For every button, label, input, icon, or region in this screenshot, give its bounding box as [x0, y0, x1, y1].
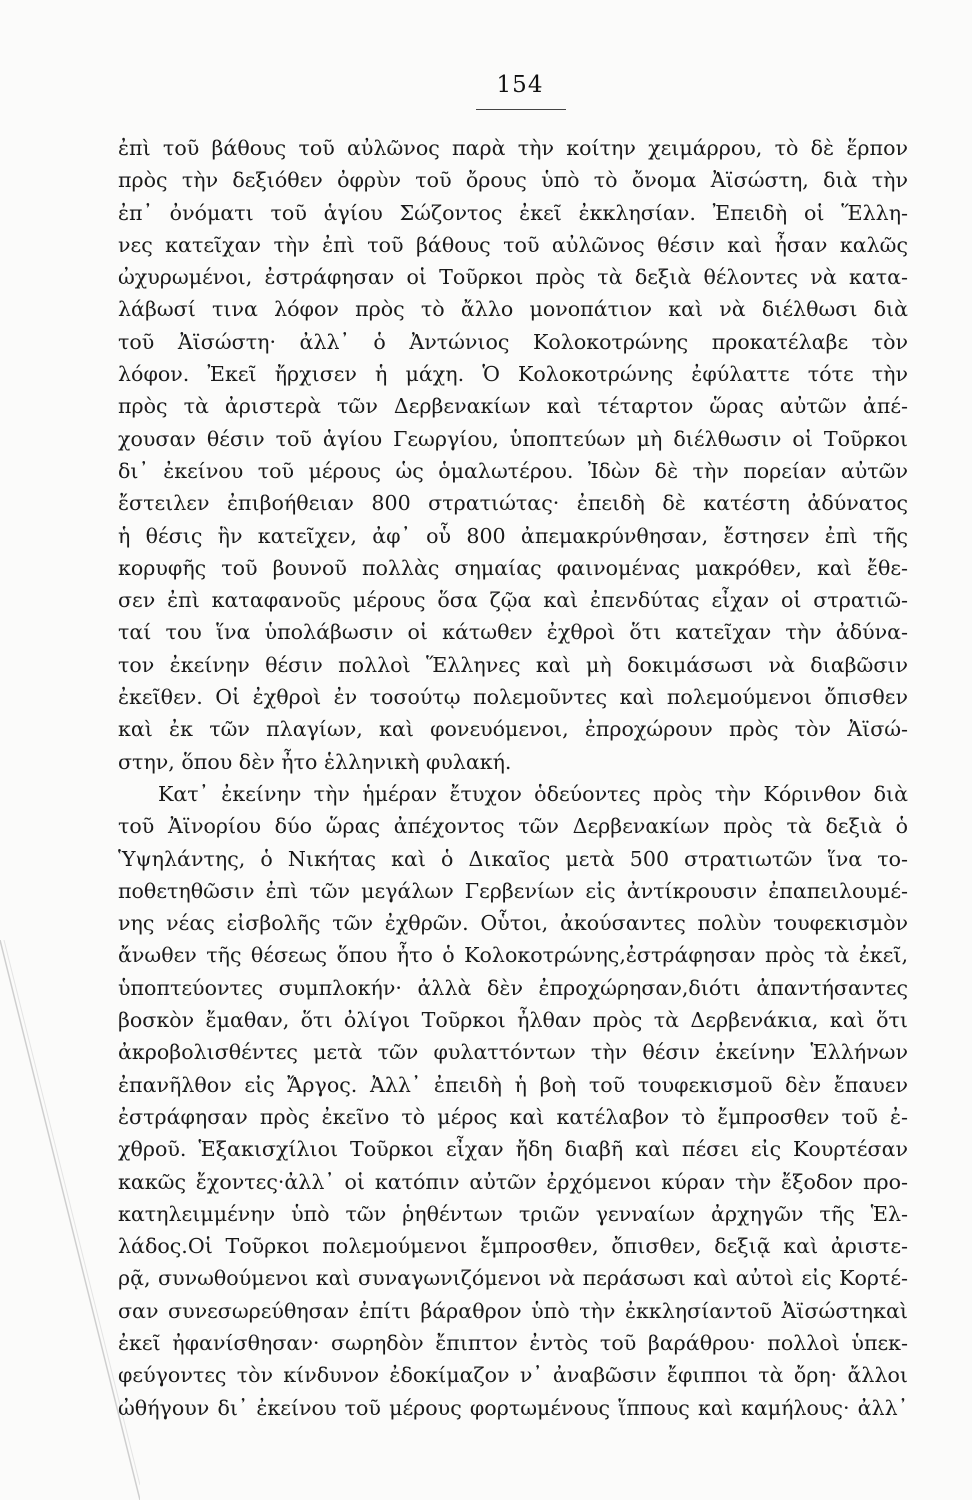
text-line: ἡ θέσις ἣν κατεῖχεν, ἀφ᾽ οὗ 800 ἀπεμακρύνθησαν, ἔστησεν ἐπὶ τῆς: [118, 523, 908, 548]
text-line: ἐπὶ τοῦ βάθους τοῦ αὐλῶνος παρὰ τὴν κοίτην χειμάρρου, τὸ δὲ ἕρπον: [118, 136, 908, 160]
text-line: ἐκεῖθεν. Οἱ ἐχθροὶ ἐν τοσούτῳ πολεμοῦντες καὶ πολεμούμενοι ὄπισθεν: [118, 685, 908, 710]
page-number-container: [470, 72, 570, 98]
body-text: [118, 132, 908, 1424]
page-number: 154: [496, 72, 544, 98]
text-line: χουσαν θέσιν τοῦ ἁγίου Γεωργίου, ὑποπτεύων μὴ διέλθωσιν οἱ Τοῦρκοι: [118, 426, 908, 451]
text-line: ἐστράφησαν πρὸς ἐκεῖνο τὸ μέρος καὶ κατέλαβον τὸ ἔμπροσθεν τοῦ ἐ-: [118, 1104, 908, 1129]
text-line: λόφον. Ἐκεῖ ἤρχισεν ἡ μάχη. Ὁ Κολοκοτρώνης ἐφύλαττε τότε τὴν: [118, 362, 908, 387]
text-line: ὑποπτεύοντες συμπλοκήν· ἀλλὰ δὲν ἐπροχώρησαν,διότι ἀπαντήσαντες: [118, 975, 908, 1000]
text-line: ὠχυρωμένοι, ἐστράφησαν οἱ Τοῦρκοι πρὸς τὰ δεξιὰ θέλοντες νὰ κατα-: [118, 265, 908, 290]
text-line: φεύγοντες τὸν κίνδυνον ἐδοκίμαζον ν᾽ ἀναβῶσιν ἔφιπποι τὰ ὄρη· ἄλλοι: [118, 1363, 908, 1388]
text-line: στην, ὅπου δὲν ἦτο ἑλληνικὴ φυλακή.: [118, 749, 512, 774]
text-line: κακῶς ἔχοντες·ἀλλ᾽ οἱ κατόπιν αὐτῶν ἐρχόμενοι κύραν τὴν ἔξοδον προ-: [118, 1169, 908, 1194]
text-line: ἐκεῖ ἠφανίσθησαν· σωρηδὸν ἔπιπτον ἐντὸς τοῦ βαράθρου· πολλοὶ ὑπεκ-: [118, 1330, 908, 1355]
text-line: βοσκὸν ἔμαθαν, ὅτι ὀλίγοι Τοῦρκοι ἦλθαν πρὸς τὰ Δερβενάκια, καὶ ὅτι: [118, 1008, 908, 1033]
text-line: νης νέας εἰσβολῆς τῶν ἐχθρῶν. Οὗτοι, ἀκούσαντες πολὺν τουφεκισμὸν: [118, 911, 908, 936]
text-line: χθροῦ. Ἑξακισχίλιοι Τοῦρκοι εἶχαν ἤδη διαβῆ καὶ πέσει εἰς Κουρτέσαν: [118, 1137, 908, 1162]
text-line: πρὸς τὴν δεξιόθεν ὀφρὺν τοῦ ὄρους ὑπὸ τὸ ὄνομα Ἀϊσώστη, διὰ τὴν: [118, 168, 908, 193]
text-line: τοῦ Ἀϊσώστη· ἀλλ᾽ ὁ Ἀντώνιος Κολοκοτρώνης προκατέλαβε τὸν: [118, 329, 908, 354]
header-rule: [476, 109, 566, 110]
text-line: σεν ἐπὶ καταφανοῦς μέρους ὅσα ζῷα καὶ ἐπενδύτας εἶχαν οἱ στρατιῶ-: [118, 588, 908, 613]
text-line: λάβωσί τινα λόφον πρὸς τὸ ἄλλο μονοπάτιον καὶ νὰ διέλθωσι διὰ: [118, 297, 908, 322]
text-line: τοῦ Ἀϊνορίου δύο ὥρας ἀπέχοντος τῶν Δερβενακίων πρὸς τὰ δεξιὰ ὁ: [118, 814, 908, 839]
text-line: ἀκροβολισθέντες μετὰ τῶν φυλαττόντων τὴν θέσιν ἐκείνην Ἑλλήνων: [118, 1040, 908, 1065]
text-line: κορυφῆς τοῦ βουνοῦ πολλὰς σημαίας φαινομένας μακρόθεν, καὶ ἔθε-: [118, 555, 908, 580]
text-line: ἄνωθεν τῆς θέσεως ὅπου ἦτο ὁ Κολοκοτρώνης,ἐστράφησαν πρὸς τὰ ἐκεῖ,: [118, 943, 908, 968]
text-line: ἐπανῆλθον εἰς Ἄργος. Ἀλλ᾽ ἐπειδὴ ἡ βοὴ τοῦ τουφεκισμοῦ δὲν ἔπαυεν: [118, 1072, 908, 1097]
text-line: ἔστειλεν ἐπιβοήθειαν 800 στρατιώτας· ἐπειδὴ δὲ κατέστη ἀδύνατος: [118, 491, 908, 516]
text-line: δι᾽ ἐκείνου τοῦ μέρους ὡς ὁμαλωτέρου. Ἰδὼν δὲ τὴν πορείαν αὐτῶν: [118, 458, 908, 483]
text-line: Κατ᾽ ἐκείνην τὴν ἡμέραν ἔτυχον ὁδεύοντες πρὸς τὴν Κόρινθον διὰ: [158, 781, 908, 806]
text-line: σαν συνεσωρεύθησαν ἐπίτι βάραθρον ὑπὸ τὴν ἐκκλησίαντοῦ Ἀϊσώστηκαὶ: [118, 1298, 908, 1323]
text-line: κατηλειμμένην ὑπὸ τῶν ῥηθέντων τριῶν γενναίων ἀρχηγῶν τῆς Ἑλ-: [118, 1201, 908, 1226]
text-line: ὠθήγουν δι᾽ ἐκείνου τοῦ μέρους φορτωμένους ἵππους καὶ καμήλους· ἀλλ᾽: [118, 1395, 908, 1420]
text-line: λάδος.Οἱ Τοῦρκοι πολεμούμενοι ἔμπροσθεν, ὄπισθεν, δεξιᾷ καὶ ἀριστε-: [118, 1234, 908, 1259]
text-line: ποθετηθῶσιν ἐπὶ τῶν μεγάλων Γερβενίων εἰς ἀντίκρουσιν ἐπαπειλουμέ-: [118, 878, 908, 903]
text-line: ρᾷ, συνωθούμενοι καὶ συναγωνιζόμενοι νὰ περάσωσι καὶ αὐτοὶ εἰς Κορτέ-: [118, 1266, 908, 1291]
text-line: ταί του ἵνα ὑπολάβωσιν οἱ κάτωθεν ἐχθροὶ ὅτι κατεῖχαν τὴν ἀδύνα-: [118, 620, 908, 645]
text-line: ἐπ᾽ ὀνόματι τοῦ ἁγίου Σώζοντος ἐκεῖ ἐκκλησίαν. Ἐπειδὴ οἱ Ἕλλη-: [118, 200, 908, 225]
text-line: Ὑψηλάντης, ὁ Νικήτας καὶ ὁ Δικαῖος μετὰ 500 στρατιωτῶν ἵνα το-: [118, 846, 908, 871]
text-line: πρὸς τὰ ἀριστερὰ τῶν Δερβενακίων καὶ τέταρτον ὥρας αὐτῶν ἀπέ-: [118, 394, 908, 419]
text-line: νες κατεῖχαν τὴν ἐπὶ τοῦ βάθους τοῦ αὐλῶνος θέσιν καὶ ἦσαν καλῶς: [118, 232, 908, 257]
text-line: τον ἐκείνην θέσιν πολλοὶ Ἕλληνες καὶ μὴ δοκιμάσωσι νὰ διαβῶσιν: [118, 652, 908, 677]
text-line: καὶ ἐκ τῶν πλαγίων, καὶ φονευόμενοι, ἐπροχώρουν πρὸς τὸν Ἀϊσώ-: [118, 717, 908, 742]
